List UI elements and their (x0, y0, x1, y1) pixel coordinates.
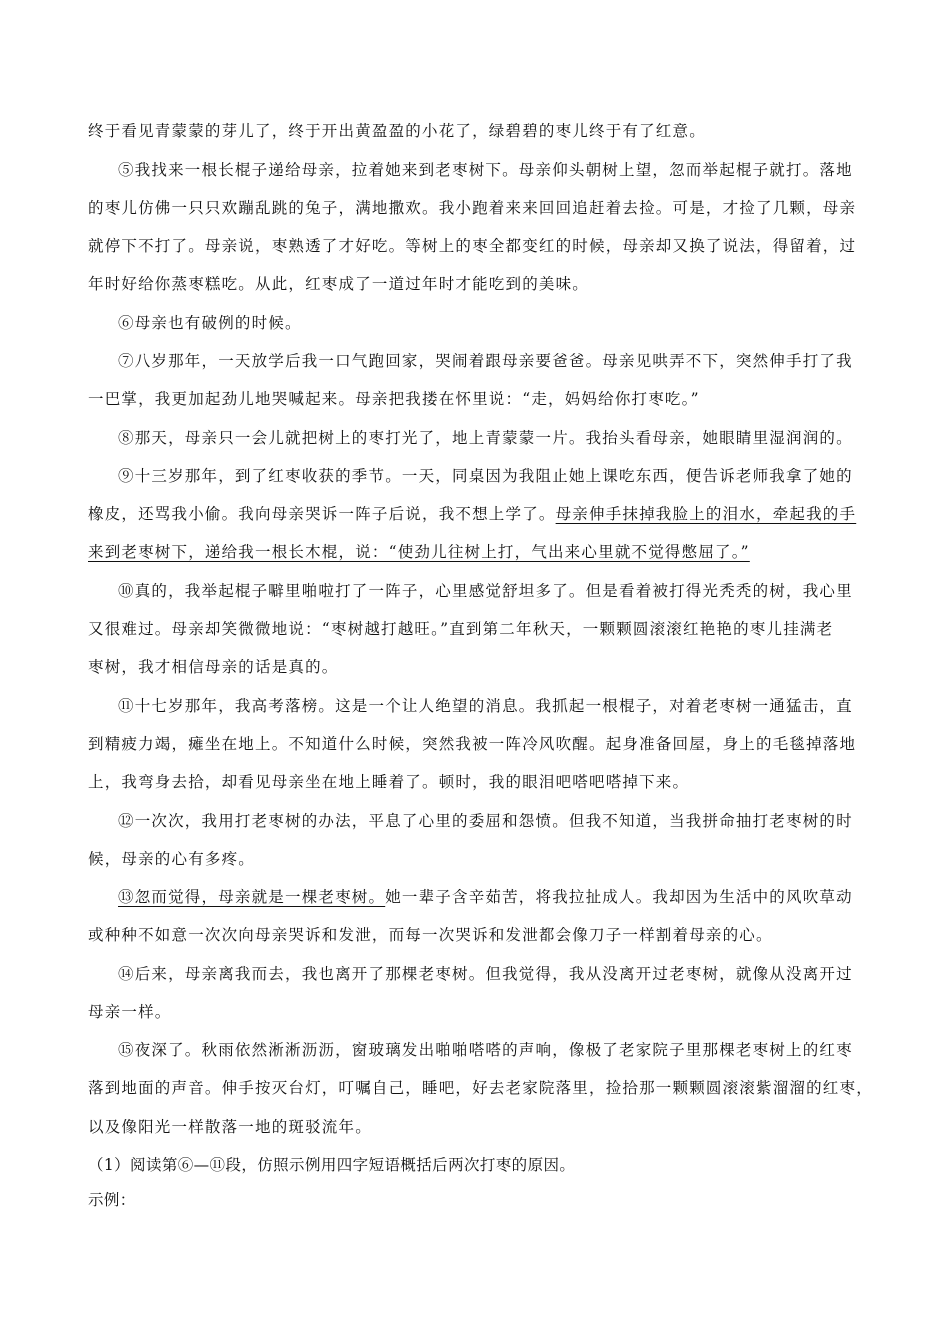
paragraph-line: 候，母亲的心有多疼。 (88, 850, 256, 868)
underlined-sentence: 母亲伸手抹掉我脸上的泪水，牵起我的手 (555, 505, 857, 523)
paragraph-line: ⑭后来，母亲离我而去，我也离开了那棵老枣树。但我觉得，我从没离开过老枣树，就像从没离开过 (118, 965, 853, 983)
paragraph-line: ⑤我找来一根长棍子递给母亲，拉着她来到老枣树下。母亲仰头朝树上望，忽而举起棍子就打。落地 (118, 161, 853, 179)
paragraph-line: 母亲一样。 (88, 1003, 172, 1021)
underlined-sentence: ⑬忽而觉得，母亲就是一棵老枣树。 (118, 888, 386, 906)
example-label: 示例： (88, 1191, 136, 1209)
paragraph-line: 或种种不如意一次次向母亲哭诉和发泄，而每一次哭诉和发泄都会像刀子一样割着母亲的心。 (88, 926, 773, 944)
paragraph-line: 枣树，我才相信母亲的话是真的。 (88, 658, 339, 676)
paragraph-line: ⑧那天，母亲只一会儿就把树上的枣打光了，地上青蒙蒙一片。我抬头看母亲，她眼睛里湿润润的。 (118, 429, 853, 447)
question-text: （1）阅读第⑥—⑪段，仿照示例用四字短语概括后两次打枣的原因。 (88, 1156, 576, 1174)
paragraph-line: 终于看见青蒙蒙的芽儿了，终于开出黄盈盈的小花了，绿碧碧的枣儿终于有了红意。 (88, 122, 706, 140)
paragraph-line: ⑦八岁那年，一天放学后我一口气跑回家，哭闹着跟母亲要爸爸。母亲见哄弄不下，突然伸手打了我 (118, 352, 853, 370)
paragraph-line: ⑮夜深了。秋雨依然淅淅沥沥，窗玻璃发出啪啪嗒嗒的声响，像极了老家院子里那棵老枣树上的红枣 (118, 1041, 853, 1059)
paragraph-line: ⑪十七岁那年，我高考落榜。这是一个让人绝望的消息。我抓起一根棍子，对着老枣树一通猛击，直 (118, 697, 853, 715)
paragraph-line: 以及像阳光一样散落一地的斑驳流年。 (88, 1118, 372, 1136)
paragraph-text: 橡皮，还骂我小偷。我向母亲哭诉一阵子后说，我不想上学了。 (88, 505, 556, 523)
paragraph-line: 落到地面的声音。伸手按灭台灯，叮嘱自己，睡吧，好去老家院落里，捡拾那一颗颗圆滚滚紫溜溜的红枣， (88, 1079, 873, 1097)
paragraph-line: 年时好给你蒸枣糕吃。从此，红枣成了一道过年时才能吃到的美味。 (88, 275, 590, 293)
paragraph-line: 又很难过。母亲却笑微微地说：“枣树越打越旺。”直到第二年秋天，一颗颗圆滚滚红艳艳的枣儿挂满老 (88, 620, 834, 638)
paragraph-line: 一巴掌，我更加起劲儿地哭喊起来。母亲把我搂在怀里说：“走，妈妈给你打枣吃。” (88, 390, 700, 408)
paragraph-text: 她一辈子含辛茹苦，将我拉扯成人。我却因为生活中的风吹草动 (385, 888, 853, 906)
paragraph-line: 到精疲力竭，瘫坐在地上。不知道什么时候，突然我被一阵冷风吹醒。起身准备回屋，身上的毛毯掉落地 (88, 735, 857, 753)
paragraph-line: ⑫一次次，我用打老枣树的办法，平息了心里的委屈和怨愤。但我不知道，当我拼命抽打老枣树的时 (118, 812, 853, 830)
paragraph-line (118, 887, 853, 907)
paragraph-line: 上，我弯身去拾，却看见母亲坐在地上睡着了。顿时，我的眼泪吧嗒吧嗒掉下来。 (88, 773, 690, 791)
paragraph-line (88, 504, 856, 524)
paragraph-line: ⑨十三岁那年，到了红枣收获的季节。一天，同桌因为我阻止她上课吃东西，便告诉老师我拿了她的 (118, 467, 853, 485)
paragraph-line: 的枣儿仿佛一只只欢蹦乱跳的兔子，满地撒欢。我小跑着来来回回追赶着去捡。可是，才捡了几颗，母亲 (88, 199, 857, 217)
paragraph-line: ⑩真的，我举起棍子噼里啪啦打了一阵子，心里感觉舒坦多了。但是看着被打得光秃秃的树，我心里 (118, 582, 853, 600)
paragraph-line: ⑥母亲也有破例的时候。 (118, 314, 302, 332)
underlined-sentence: 来到老枣树下，递给我一根长木棍，说：“使劲儿往树上打，气出来心里就不觉得憋屈了。” (88, 543, 750, 561)
paragraph-line: 就停下不打了。母亲说，枣熟透了才好吃。等树上的枣全都变红的时候，母亲却又换了说法，得留着，过 (88, 237, 857, 255)
